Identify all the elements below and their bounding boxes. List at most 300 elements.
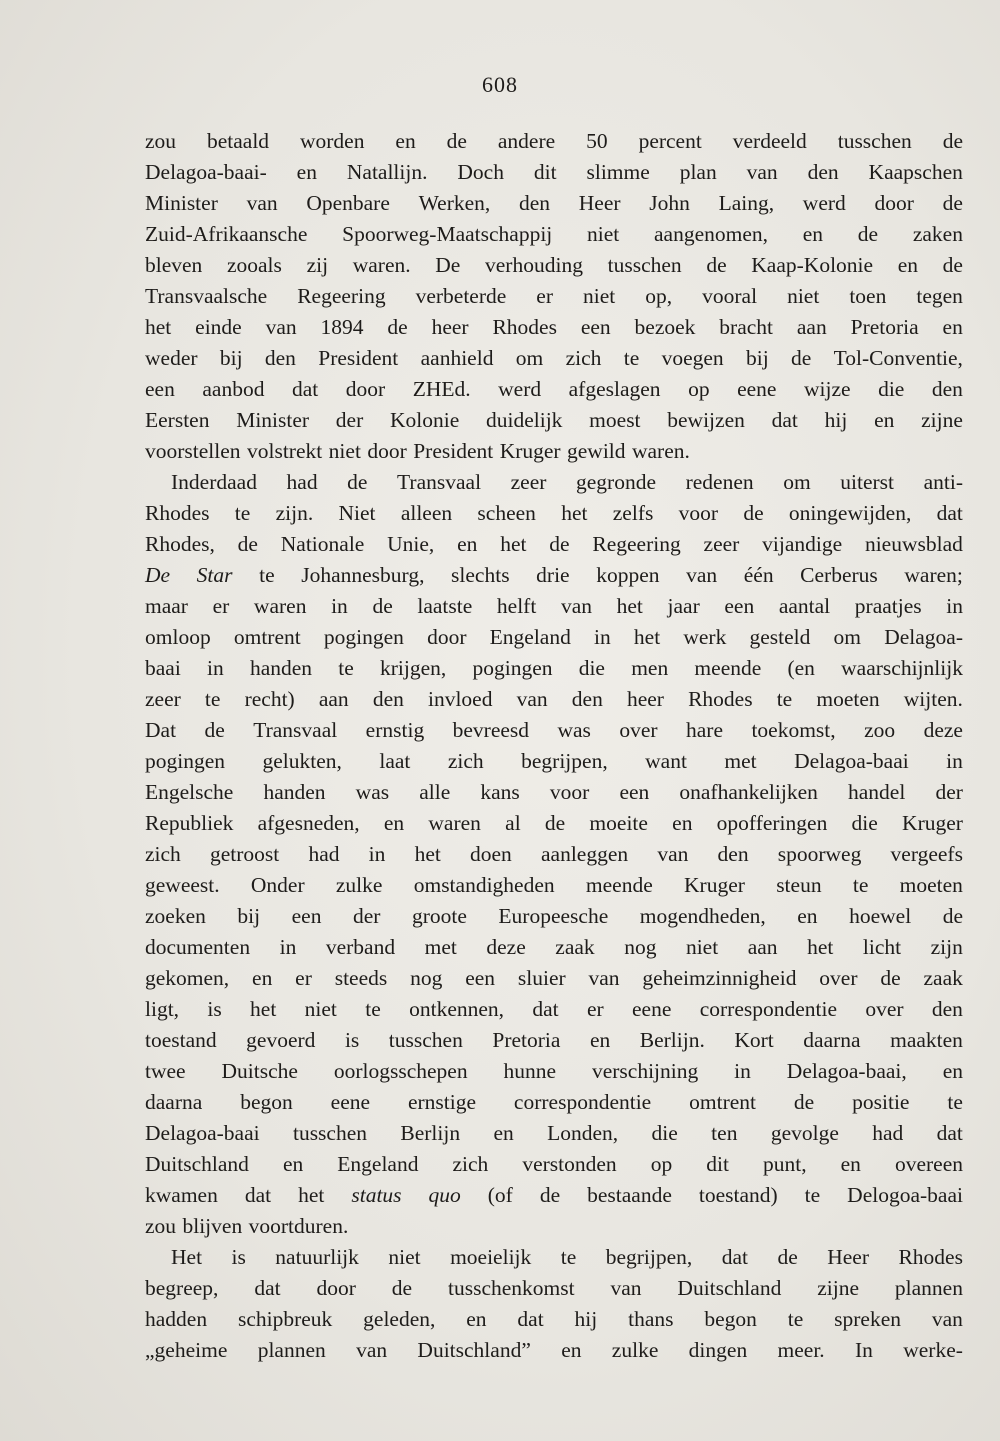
word: handen: [249, 656, 313, 680]
word: deze: [486, 935, 526, 959]
word: toestand): [698, 1183, 778, 1207]
text-line: [145, 1273, 963, 1304]
word: zaak: [923, 966, 963, 990]
word: dat: [936, 1121, 963, 1145]
word: hoewel: [849, 904, 912, 928]
word: niet: [787, 284, 820, 308]
word: zoo: [864, 718, 896, 742]
word: door: [367, 439, 407, 463]
word: alleen: [400, 501, 453, 525]
word: vooral: [702, 284, 758, 308]
word: is: [231, 1245, 246, 1269]
word: correspondentie: [699, 997, 838, 1021]
word: dingen: [688, 1338, 748, 1362]
word: Minister: [236, 408, 310, 432]
word: die: [578, 656, 605, 680]
word: 1894: [320, 315, 364, 339]
word: door: [316, 1276, 356, 1300]
word: verbeterde: [415, 284, 507, 308]
word: toen: [849, 284, 887, 308]
word: koppen: [596, 563, 660, 587]
word: Delagoa-baai: [794, 749, 909, 773]
word: verband: [325, 935, 396, 959]
word: een: [291, 904, 322, 928]
word: thans: [628, 1307, 674, 1331]
word: redenen: [685, 470, 754, 494]
text-line: [145, 1149, 963, 1180]
word: bleven: [145, 253, 203, 277]
word: zich: [565, 346, 602, 370]
word: te: [852, 873, 869, 897]
word: natuurlijk: [275, 1245, 359, 1269]
word: overeen: [894, 1152, 963, 1176]
word: hare: [686, 718, 723, 742]
word: den: [807, 160, 839, 184]
word: en: [296, 160, 317, 184]
word: over: [865, 997, 904, 1021]
word: werd: [802, 191, 846, 215]
word: de: [387, 315, 408, 339]
word: der: [935, 780, 963, 804]
word: geleden,: [363, 1307, 436, 1331]
word: in: [368, 842, 386, 866]
word: bij: [219, 346, 243, 370]
word: Rhodes: [688, 687, 753, 711]
word: praatjes: [854, 594, 922, 618]
word: werke-: [903, 1338, 963, 1362]
word: is: [344, 1028, 360, 1052]
word: positie: [852, 1090, 910, 1114]
word: het: [561, 501, 588, 525]
word: zijn.: [275, 501, 314, 525]
word: Transvaalsche: [145, 284, 268, 308]
word: de: [942, 904, 963, 928]
word: zich: [145, 842, 181, 866]
word: spreken: [834, 1307, 902, 1331]
word: Inderdaad: [171, 470, 257, 494]
text-line: [145, 777, 963, 808]
word: plan: [679, 160, 717, 184]
word: ernstig: [365, 718, 425, 742]
word: Berlijn.: [639, 1028, 705, 1052]
word: zelfs: [612, 501, 654, 525]
word: in: [331, 594, 348, 618]
word: In: [855, 1338, 873, 1362]
word: had: [308, 842, 340, 866]
word: de: [791, 346, 812, 370]
word: aan: [318, 687, 349, 711]
word: Rhodes,: [145, 532, 215, 556]
word: Delogoa-baai: [847, 1183, 963, 1207]
word: Rhodes: [145, 501, 210, 525]
word: Dat: [145, 718, 177, 742]
word: Rhodes: [492, 315, 557, 339]
word: Pretoria: [492, 1028, 561, 1052]
word: andere: [497, 129, 556, 153]
word: Laing,: [718, 191, 775, 215]
word: wijze: [804, 377, 851, 401]
word: uiterst: [840, 470, 895, 494]
word: van: [746, 160, 778, 184]
word: vijandige: [762, 532, 843, 556]
word: zulke: [335, 873, 383, 897]
text-line: [145, 1087, 963, 1118]
word: werd: [498, 377, 542, 401]
word: Nationale: [280, 532, 365, 556]
word: den: [571, 687, 603, 711]
word: opofferingen: [716, 811, 828, 835]
word: voegen: [661, 346, 724, 370]
word: niet: [583, 284, 616, 308]
word: moest: [589, 408, 641, 432]
word: 50: [586, 129, 608, 153]
word: de: [237, 532, 258, 556]
word: plannen: [257, 1338, 326, 1362]
text-line: [145, 932, 963, 963]
word: der: [352, 904, 381, 928]
word: eene: [737, 377, 777, 401]
text-line: [145, 498, 963, 529]
word: Zuid-Afrikaansche: [145, 222, 308, 246]
word: tusschen: [292, 1121, 368, 1145]
word: voortduren.: [248, 1214, 349, 1238]
word: in: [946, 594, 963, 618]
word: mogendheden,: [639, 904, 766, 928]
word: een: [145, 377, 175, 401]
word: aan: [747, 935, 778, 959]
body-text: [145, 126, 963, 1366]
word: te: [259, 563, 275, 587]
text-line: [145, 1118, 963, 1149]
word: zeer: [703, 532, 740, 556]
word: maar: [145, 594, 188, 618]
word: en: [589, 1028, 611, 1052]
text-line: [145, 529, 963, 560]
word: afgeslagen: [568, 377, 661, 401]
word: steeds: [334, 966, 388, 990]
word: anti-: [923, 470, 963, 494]
word: Heer: [827, 1245, 869, 1269]
word: was: [355, 780, 390, 804]
text-line: [145, 715, 963, 746]
word: één: [743, 563, 774, 587]
word: te: [365, 997, 381, 1021]
word: niet: [685, 935, 719, 959]
word: met: [424, 935, 457, 959]
word: te: [787, 1307, 804, 1331]
word: toestand: [145, 1028, 217, 1052]
word: en: [942, 315, 963, 339]
word: helft: [496, 594, 537, 618]
word: zijn: [930, 935, 963, 959]
word: Duitschland: [677, 1276, 782, 1300]
word: Heer: [578, 191, 621, 215]
word: een: [580, 315, 611, 339]
word: correspondentie: [513, 1090, 652, 1114]
word: percent: [638, 129, 702, 153]
word: betaald: [206, 129, 270, 153]
word: Natallijn.: [346, 160, 428, 184]
word: Openbare: [306, 191, 390, 215]
word: de: [706, 253, 727, 277]
word: schipbreuk: [237, 1307, 333, 1331]
word: slechts: [451, 563, 510, 587]
word: aanleggen: [540, 842, 629, 866]
word: (en: [787, 656, 815, 680]
word: de: [372, 594, 393, 618]
word: aantal: [778, 594, 831, 618]
word: niet: [328, 439, 361, 463]
word: het: [633, 625, 661, 649]
word: een: [724, 594, 755, 618]
word: had: [286, 470, 318, 494]
word: zijne: [921, 408, 963, 432]
text-line: [145, 312, 963, 343]
word: moeten: [899, 873, 963, 897]
word: er: [586, 997, 604, 1021]
word: en: [802, 222, 824, 246]
word: de: [743, 501, 764, 525]
word: Het: [171, 1245, 203, 1269]
word: worden: [300, 129, 365, 153]
word: Engeland: [489, 625, 571, 649]
word: hunne: [503, 1059, 557, 1083]
text-line: [145, 591, 963, 622]
word: de: [793, 1090, 815, 1114]
word: Rhodes: [898, 1245, 963, 1269]
word: Europeesche: [498, 904, 609, 928]
word: handen: [263, 780, 326, 804]
word: en: [493, 1121, 514, 1145]
word: bevreesd: [452, 718, 530, 742]
text-line: [145, 1304, 963, 1335]
word: pogingen: [323, 625, 404, 649]
word: bij: [746, 346, 769, 370]
word: Transvaal: [253, 718, 338, 742]
word: zaak: [555, 935, 595, 959]
word: het: [145, 315, 172, 339]
word: gevoerd: [246, 1028, 316, 1052]
text-line: [145, 653, 963, 684]
text-line: [145, 436, 963, 467]
word: Minister: [145, 191, 218, 215]
word: een: [619, 780, 650, 804]
word: punt,: [762, 1152, 807, 1176]
word: pogingen: [472, 656, 553, 680]
word: het: [616, 594, 643, 618]
word: geheimzinnigheid: [642, 966, 797, 990]
word: Delagoa-baai-: [145, 160, 267, 184]
word: en: [252, 966, 273, 990]
word: werk: [683, 625, 727, 649]
word: en: [874, 408, 895, 432]
word: Regeering: [592, 532, 681, 556]
word: op,: [645, 284, 673, 308]
word: Johannesburg,: [301, 563, 425, 587]
word: om: [833, 625, 862, 649]
word: de: [347, 470, 368, 494]
word: van: [246, 191, 278, 215]
word: nieuwsblad: [864, 532, 963, 556]
word: Tol-Conventie,: [833, 346, 963, 370]
word: omloop: [145, 625, 211, 649]
word: hij: [824, 408, 848, 432]
word: over: [819, 966, 858, 990]
word: waren.: [631, 439, 690, 463]
text-line: [145, 188, 963, 219]
word: blijven: [182, 1214, 243, 1238]
word: Regeering: [297, 284, 386, 308]
text-line: [145, 1025, 963, 1056]
word: gelukten,: [262, 749, 342, 773]
word: onafhankelijken: [679, 780, 818, 804]
word: duidelijk: [486, 408, 563, 432]
word: van: [610, 1276, 642, 1300]
word: baai: [145, 656, 181, 680]
word: zeer: [510, 470, 547, 494]
word: eene: [330, 1090, 371, 1114]
word: bestaande: [587, 1183, 672, 1207]
word: een: [465, 966, 496, 990]
word: den: [931, 377, 963, 401]
word: dat: [254, 1276, 281, 1300]
word: al: [505, 811, 521, 835]
word: er: [212, 594, 230, 618]
word: gewild: [567, 439, 626, 463]
word: President: [318, 346, 399, 370]
word: dat: [771, 408, 798, 432]
word: Delagoa-baai,: [786, 1059, 907, 1083]
word: door: [427, 625, 467, 649]
word: dat: [291, 377, 319, 401]
word: zaken: [912, 222, 963, 246]
word: eene: [632, 997, 672, 1021]
word: en: [466, 1307, 487, 1331]
word: Engeland: [337, 1152, 419, 1176]
text-line: [145, 250, 963, 281]
text-line: [145, 994, 963, 1025]
word: om: [783, 470, 811, 494]
word: de: [391, 1276, 413, 1300]
word: scheen: [477, 501, 536, 525]
word: de: [549, 532, 570, 556]
word: die: [851, 811, 878, 835]
word: sluier: [517, 966, 566, 990]
word: moeten: [816, 687, 880, 711]
word: en: [897, 253, 919, 277]
word: moeielijk: [450, 1245, 532, 1269]
word: zeer: [145, 687, 181, 711]
word: Star: [196, 563, 233, 587]
word: kwamen: [145, 1183, 218, 1207]
word: niet: [388, 1245, 421, 1269]
word: daarna: [803, 1028, 861, 1052]
text-line: [145, 374, 963, 405]
word: het: [807, 935, 834, 959]
word: bij: [237, 904, 261, 928]
word: Duitschland”: [417, 1338, 531, 1362]
word: Onder: [250, 873, 305, 897]
word: gevolge: [770, 1121, 839, 1145]
word: groote: [411, 904, 467, 928]
word: toekomst,: [751, 718, 836, 742]
word: van: [356, 1338, 388, 1362]
word: plannen: [894, 1276, 963, 1300]
word: begon: [240, 1090, 293, 1114]
word: dat: [244, 1183, 272, 1207]
word: den: [519, 191, 551, 215]
word: Republiek: [145, 811, 234, 835]
text-line: [145, 560, 963, 591]
word: met: [724, 749, 757, 773]
word: hadden: [145, 1307, 208, 1331]
word: ligt,: [145, 997, 180, 1021]
word: en: [942, 1059, 963, 1083]
word: licht: [862, 935, 902, 959]
word: de: [942, 129, 963, 153]
word: dit: [533, 160, 557, 184]
word: gesteld: [749, 625, 811, 649]
word: Spoorweg-Maatschappij: [342, 222, 553, 246]
word: in: [946, 749, 963, 773]
word: (of: [487, 1183, 513, 1207]
text-line: [145, 467, 963, 498]
text-line: [145, 1180, 963, 1211]
word: wijten.: [903, 687, 963, 711]
word: van: [265, 315, 297, 339]
word: zulke: [611, 1338, 659, 1362]
word: te: [776, 687, 793, 711]
word: op: [650, 1152, 673, 1176]
word: dat: [532, 997, 559, 1021]
word: het: [500, 532, 527, 556]
word: begrijpen,: [605, 1245, 693, 1269]
word: waren: [253, 594, 307, 618]
word: dat: [721, 1245, 749, 1269]
word: die: [651, 1121, 678, 1145]
text-line: [145, 281, 963, 312]
word: Kort: [734, 1028, 774, 1052]
word: want: [645, 749, 687, 773]
word: slimme: [586, 160, 650, 184]
word: „geheime: [145, 1338, 228, 1362]
word: Werken,: [418, 191, 491, 215]
word: Transvaal: [397, 470, 482, 494]
text-line: [145, 808, 963, 839]
word: niet: [304, 997, 337, 1021]
word: Londen,: [547, 1121, 619, 1145]
word: het: [414, 842, 441, 866]
word: Delagoa-baai: [145, 1121, 260, 1145]
word: meer.: [777, 1338, 825, 1362]
text-line: [145, 870, 963, 901]
word: Kaapschen: [868, 160, 963, 184]
word: quo: [428, 1183, 461, 1207]
word: status: [351, 1183, 402, 1207]
text-line: [145, 1211, 963, 1242]
word: einde: [195, 315, 242, 339]
word: de: [446, 129, 467, 153]
word: had: [872, 1121, 904, 1145]
word: daarna: [145, 1090, 203, 1114]
text-line: [145, 684, 963, 715]
text-line: [145, 622, 963, 653]
word: te: [560, 1245, 577, 1269]
text-line: [145, 219, 963, 250]
word: begreep,: [145, 1276, 219, 1300]
word: zoeken: [145, 904, 206, 928]
word: het: [298, 1183, 325, 1207]
